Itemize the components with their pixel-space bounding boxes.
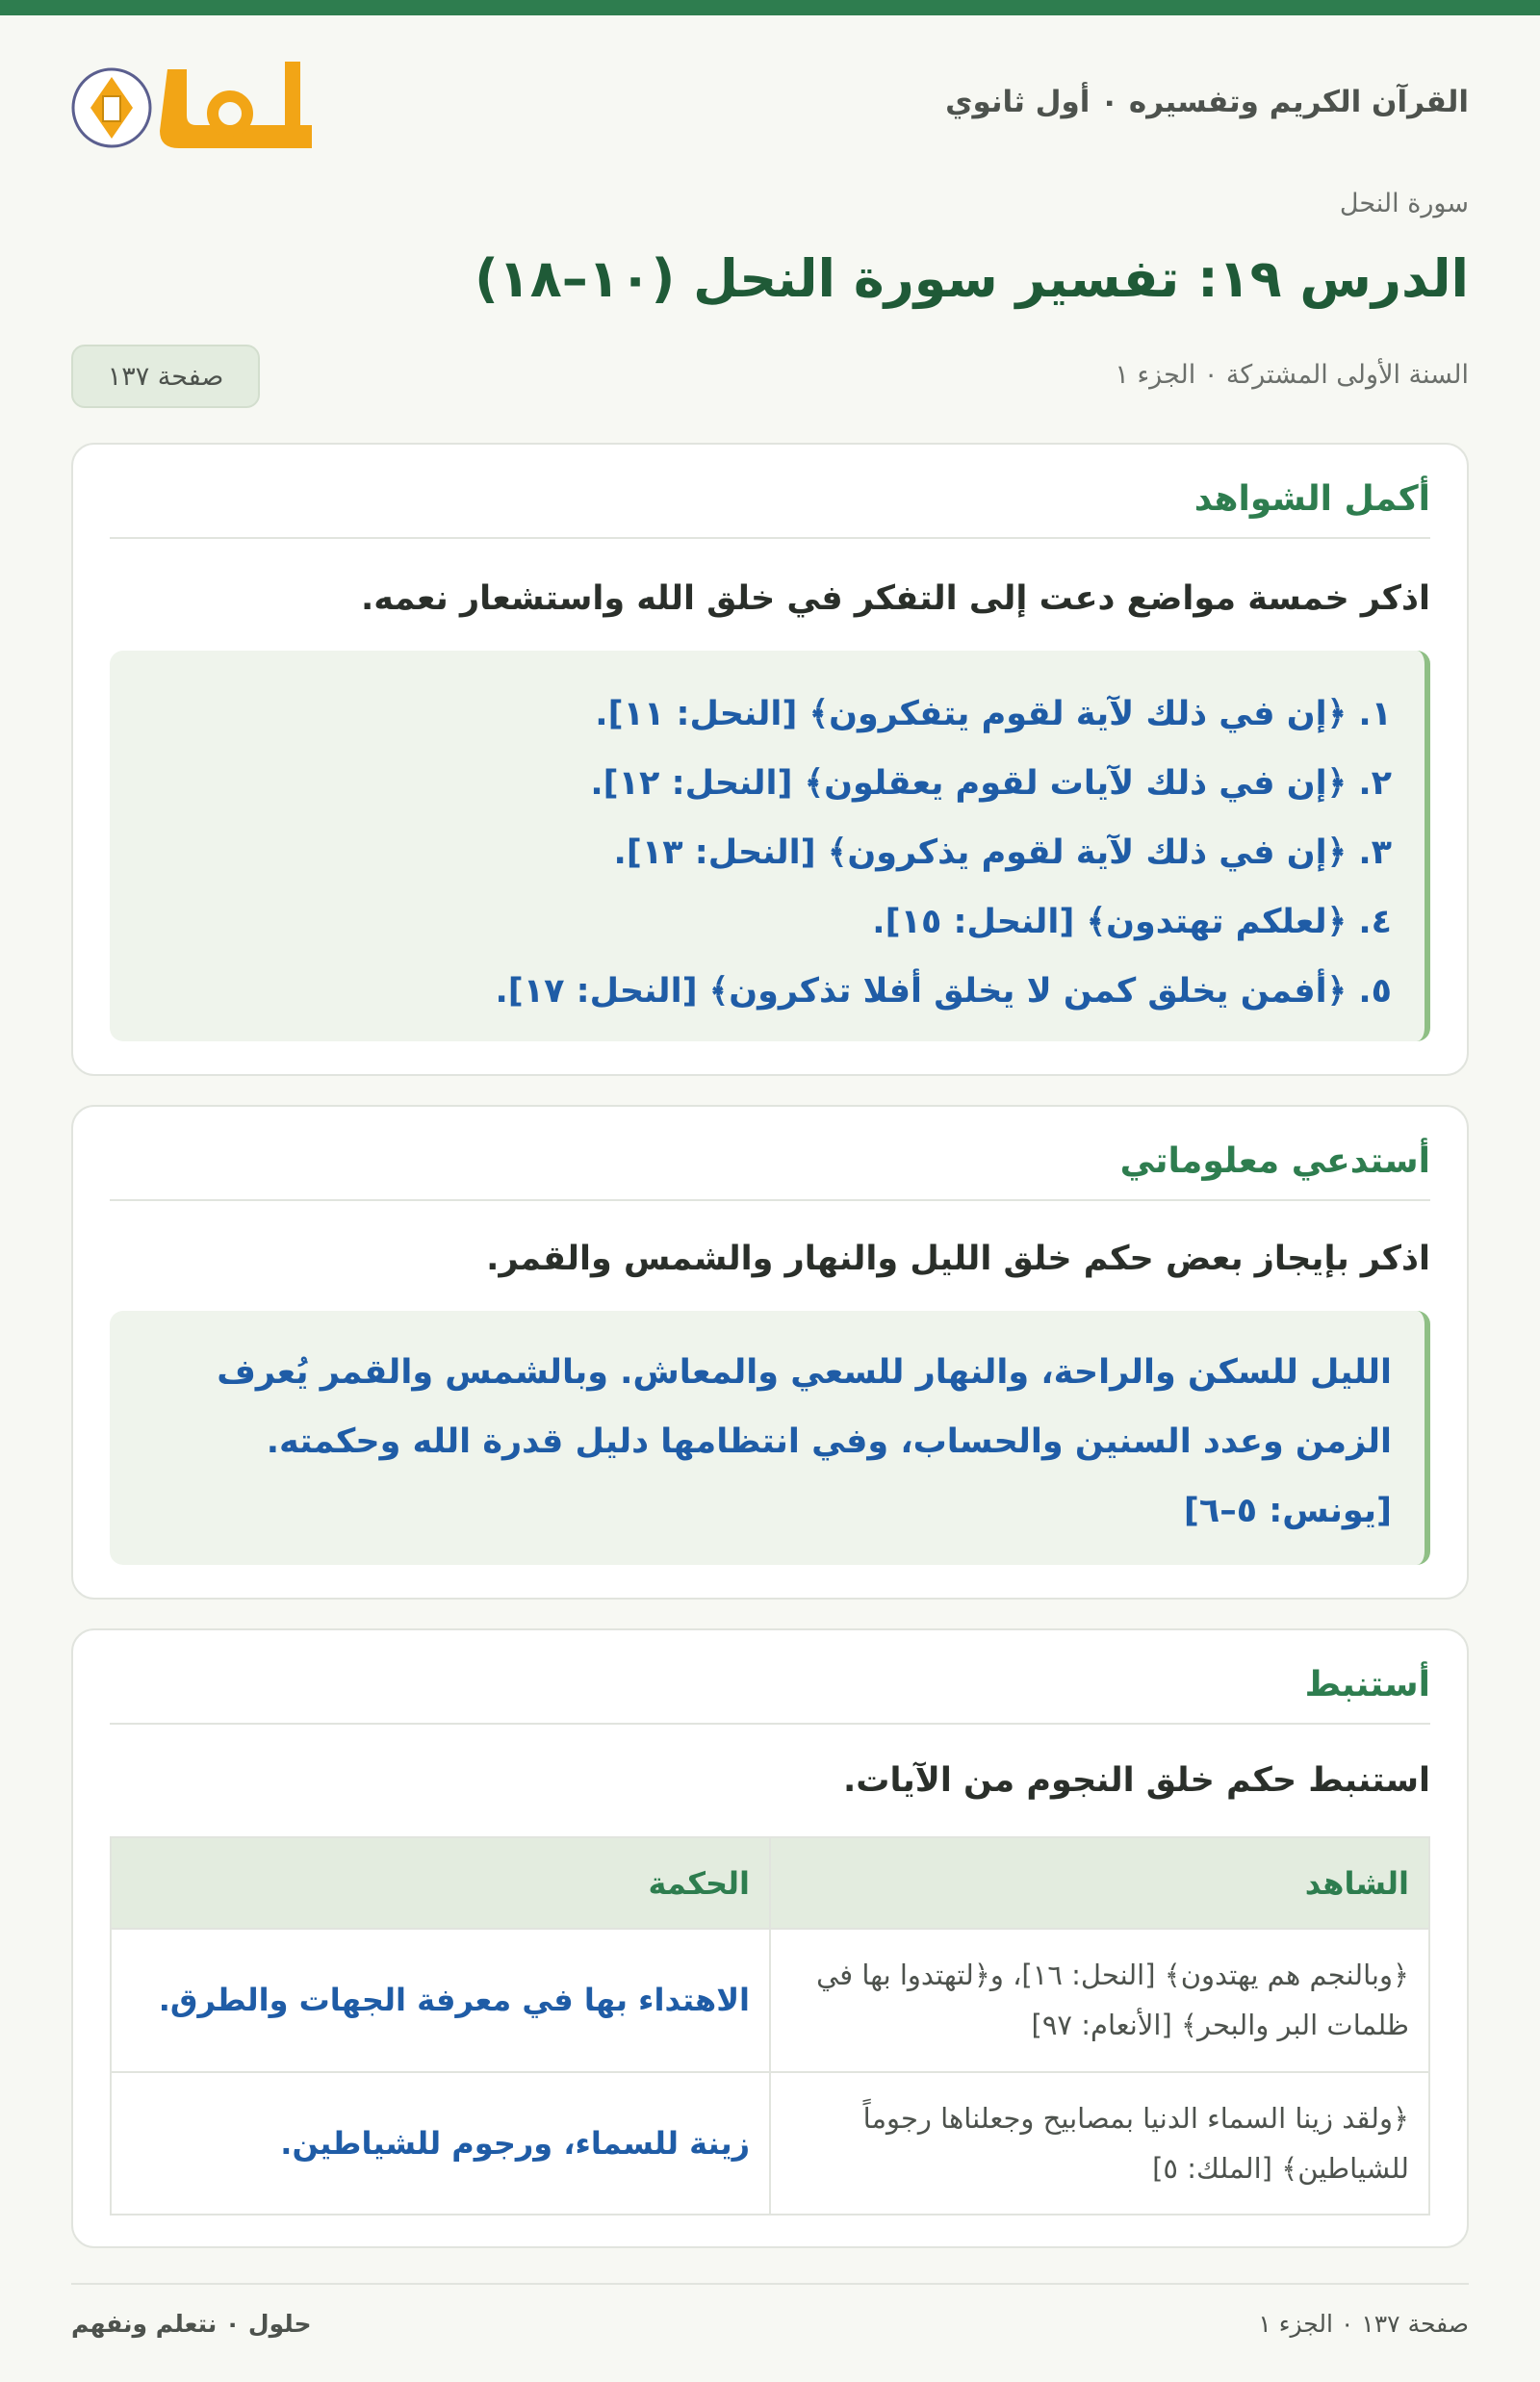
witness-cell: ﴿ولقد زينا السماء الدنيا بمصابيح وجعلناها رجوماً للشياطين﴾ [الملك: ٥] — [770, 2072, 1428, 2214]
hulul-logo — [71, 48, 321, 164]
wisdom-cell: الاهتداء بها في معرفة الجهات والطرق. — [112, 1929, 770, 2072]
card-question: استنبط حكم خلق النجوم من الآيات. — [843, 1761, 1430, 1800]
complete-evidence-card — [71, 443, 1469, 1076]
list-item: ١. ﴿إن في ذلك لآية لقوم يتفكرون﴾ [النحل: ١١]. — [595, 695, 1392, 733]
surah-label: سورة النحل — [1339, 189, 1469, 218]
list-item: ٣. ﴿إن في ذلك لآية لقوم يذكرون﴾ [النحل: ١٣]. — [613, 833, 1392, 872]
card-title: أستنبط — [1304, 1665, 1430, 1704]
answer-box — [110, 651, 1430, 1041]
card-title: أكمل الشواهد — [1194, 479, 1430, 519]
witness-cell: ﴿وبالنجم هم يهتدون﴾ [النحل: ١٦]، و﴿لتهتدوا بها في ظلمات البر والبحر﴾ [الأنعام: ٩٧] — [770, 1929, 1428, 2072]
footer-brand: حلول ٠ نتعلم ونفهم — [71, 2310, 312, 2338]
answer-list — [110, 651, 1424, 1026]
list-item: ٥. ﴿أفمن يخلق كمن لا يخلق أفلا تذكرون﴾ [النحل: ١٧]. — [495, 972, 1392, 1011]
table-header-row — [112, 1838, 1428, 1929]
evidence-table — [110, 1836, 1430, 2216]
answer-box — [110, 1311, 1430, 1565]
card-question: اذكر خمسة مواضع دعت إلى التفكر في خلق الله واستشعار نعمه. — [360, 579, 1430, 618]
deduce-card — [71, 1628, 1469, 2248]
recall-info-card — [71, 1105, 1469, 1600]
card-divider — [110, 1199, 1430, 1201]
footer-divider — [71, 2283, 1469, 2285]
lesson-title: الدرس ١٩: تفسير سورة النحل (١٠–١٨) — [475, 248, 1469, 309]
card-title: أستدعي معلوماتي — [1119, 1141, 1430, 1181]
column-header-wisdom: الحكمة — [112, 1838, 770, 1929]
card-divider — [110, 537, 1430, 539]
top-accent-bar — [0, 0, 1540, 15]
answer-text: الليل للسكن والراحة، والنهار للسعي والمعاش. وبالشمس والقمر يُعرف الزمن وعدد السنين والحساب، وفي انتظامها دليل قدرة الله وحكمته. [يونس: ٥–٦] — [217, 1353, 1392, 1530]
footer-page-info: صفحة ١٣٧ ٠ الجزء ١ — [1258, 2310, 1469, 2338]
list-item: ٢. ﴿إن في ذلك لآيات لقوم يعقلون﴾ [النحل: ١٢]. — [590, 764, 1392, 803]
wisdom-cell: زينة للسماء، ورجوم للشياطين. — [112, 2072, 770, 2214]
page-header — [71, 48, 1469, 164]
lesson-meta: السنة الأولى المشتركة ٠ الجزء ١ — [1115, 360, 1469, 390]
table-row — [112, 1929, 1428, 2072]
subject-title: القرآن الكريم وتفسيره ٠ أول ثانوي — [945, 85, 1469, 119]
card-question: اذكر بإيجاز بعض حكم خلق الليل والنهار والشمس والقمر. — [486, 1240, 1430, 1278]
column-header-witness: الشاهد — [770, 1838, 1428, 1929]
list-item: ٤. ﴿لعلكم تهتدون﴾ [النحل: ١٥]. — [872, 903, 1392, 941]
table-row — [112, 2072, 1428, 2214]
card-divider — [110, 1723, 1430, 1725]
page-number-badge: صفحة ١٣٧ — [71, 345, 260, 408]
